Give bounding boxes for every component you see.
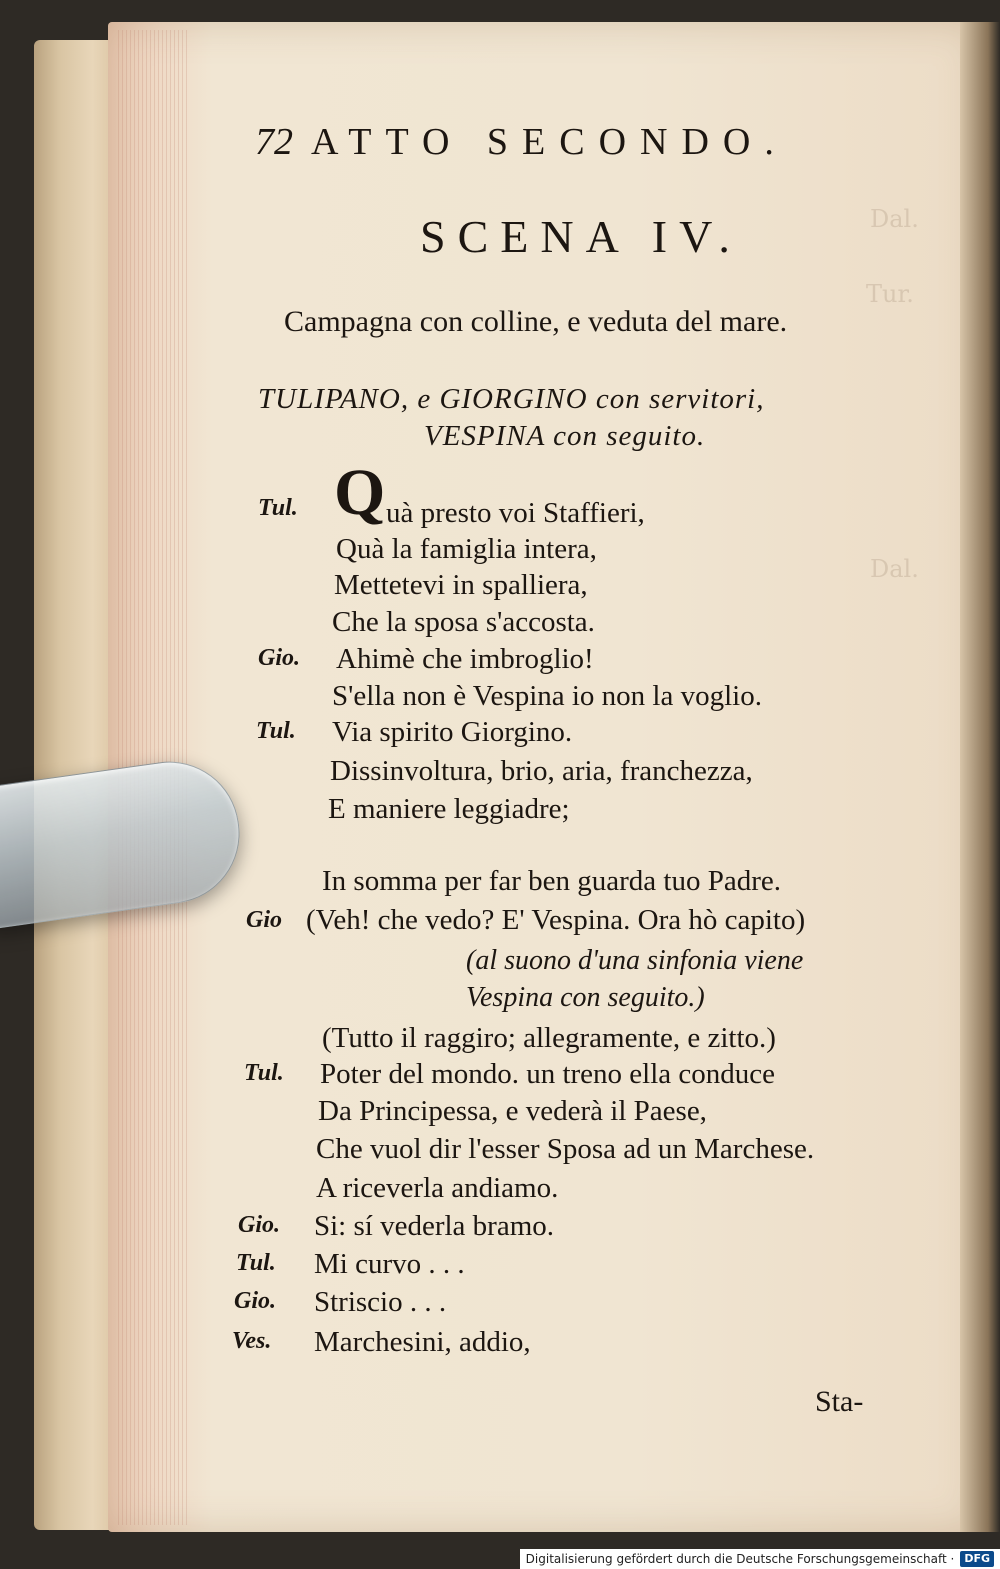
speaker-label: Tul. (258, 495, 298, 521)
running-head (255, 120, 788, 164)
speaker-label: Tul. (256, 718, 296, 744)
verse-line: Striscio . . . (314, 1286, 447, 1318)
speaker-label: Gio. (238, 1212, 280, 1238)
verse-line: S'ella non è Vespina io non la voglio. (332, 680, 762, 712)
verse-line: In somma per far ben guarda tuo Padre. (322, 865, 782, 897)
scene-heading: SCENA IV. (420, 211, 742, 262)
drop-cap: Q (334, 456, 386, 529)
speaker-label: Tul. (236, 1250, 276, 1276)
stage-direction: Vespina con seguito.) (466, 982, 705, 1013)
page-number: 72 (255, 121, 293, 163)
verse-line: Mi curvo . . . (314, 1248, 465, 1280)
verse-line: Quà la famiglia intera, (336, 533, 597, 565)
speaker-label: Gio. (258, 645, 300, 671)
show-through-text: Tur. (866, 280, 914, 308)
page-shadow-right (960, 22, 1000, 1532)
show-through-text: Dal. (870, 205, 919, 233)
stage-direction: (al suono d'una sinfonia viene (466, 945, 804, 976)
dfg-logo: DFG (960, 1551, 994, 1567)
verse-line: Marchesini, addio, (314, 1326, 531, 1358)
show-through-text: Dal. (870, 555, 919, 583)
digitization-credit (520, 1549, 1000, 1569)
verse-line: (Veh! che vedo? E' Vespina. Ora hò capito) (306, 904, 806, 936)
running-title: ATTO SECONDO. (311, 121, 788, 163)
speaker-label: Gio. (234, 1288, 276, 1314)
verse-line: Via spirito Giorgino. (332, 716, 573, 748)
speaker-label: Tul. (244, 1060, 284, 1086)
verse-line: (Tutto il raggiro; allegramente, e zitto.) (322, 1022, 776, 1054)
catchword: Sta- (815, 1385, 864, 1418)
verse-line: uà presto voi Staffieri, (386, 497, 645, 529)
verse-line: Poter del mondo. un treno ella conduce (320, 1058, 776, 1090)
verse-line: Dissinvoltura, brio, aria, franchezza, (330, 755, 753, 787)
speaker-label: Ves. (232, 1328, 272, 1354)
verse-line: Che vuol dir l'esser Sposa ad un Marchese. (316, 1133, 815, 1165)
verse-line: A riceverla andiamo. (316, 1172, 559, 1204)
speaker-label: Gio (246, 907, 282, 933)
characters-line: VESPINA con seguito. (424, 420, 706, 452)
verse-line: Ahimè che imbroglio! (336, 643, 594, 675)
scene-setting: Campagna con colline, e veduta del mare. (284, 305, 788, 338)
verse-line: Si: sí vederla bramo. (314, 1210, 555, 1242)
verse-line: Che la sposa s'accosta. (332, 606, 595, 638)
verse-line: Mettetevi in spalliera, (334, 569, 588, 601)
characters-line: TULIPANO, e GIORGINO con servitori, (258, 383, 765, 415)
verse-line: Da Principessa, e vederà il Paese, (318, 1095, 707, 1127)
credit-text: Digitalisierung gefördert durch die Deutsche Forschungsgemeinschaft · (525, 1552, 955, 1566)
verse-line: E maniere leggiadre; (328, 793, 570, 825)
